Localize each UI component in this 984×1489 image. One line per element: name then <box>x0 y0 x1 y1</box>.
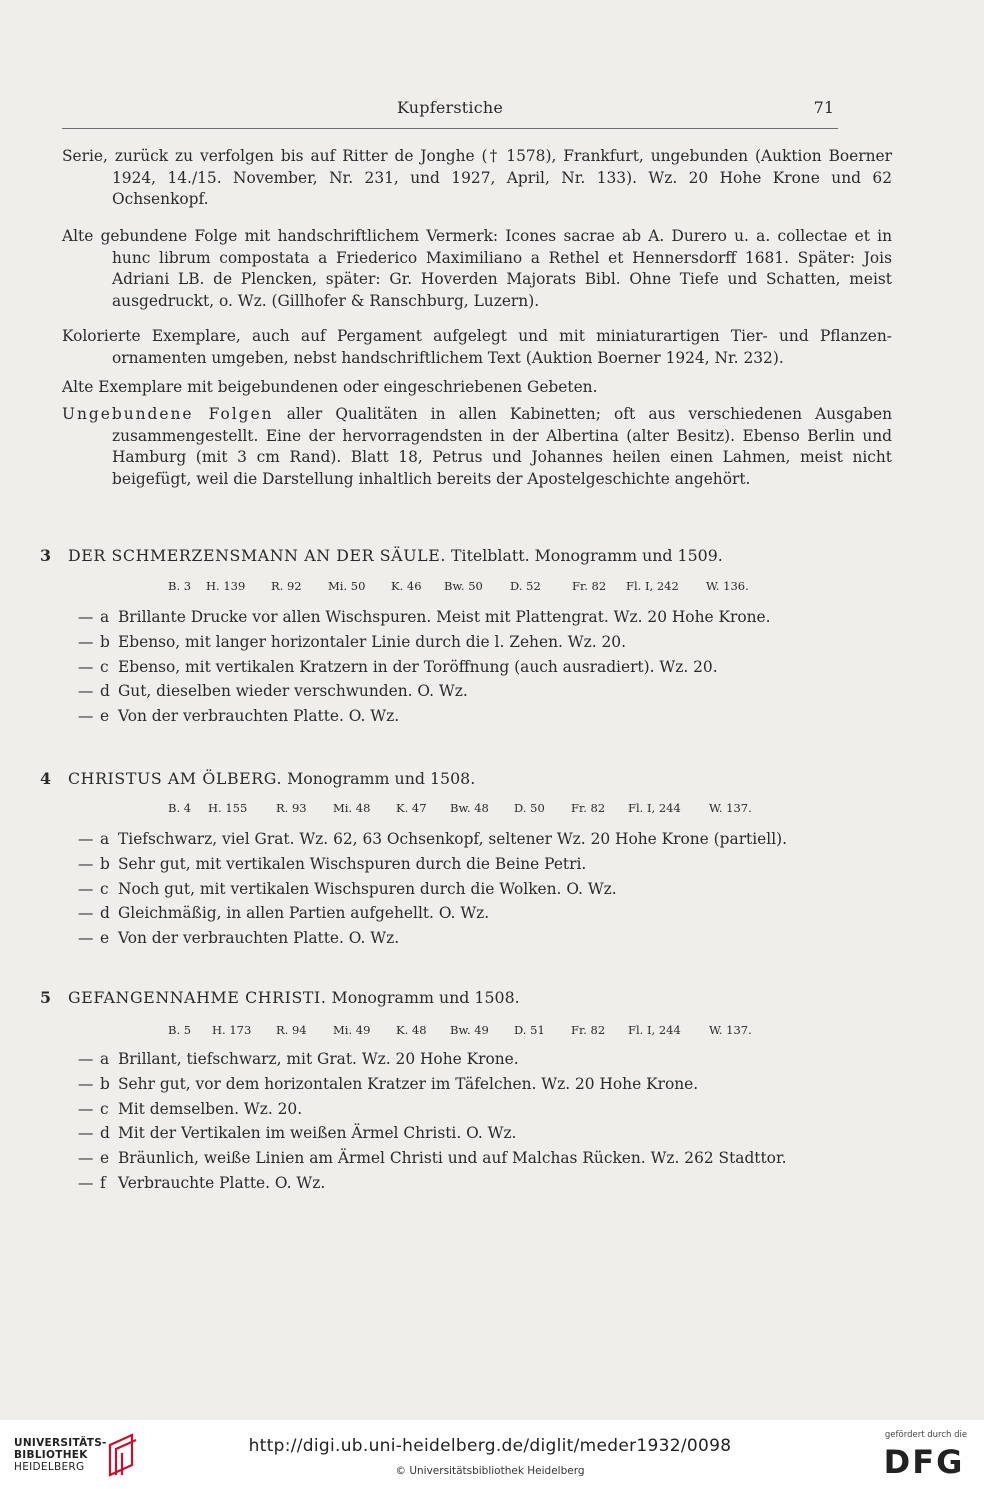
state-list <box>78 827 858 951</box>
ref: Bw. 50 <box>444 579 483 593</box>
paragraph-bound-set: Alte gebundene Folge mit handschriftlichem Vermerk: Icones sacrae ab A. Durero u. a. collectae et in hunc librum compostata a Friederico Maximiliano a Rethel et Hennersdorff 1681. Später: Jois Adriani LB. de Plencken, später: Gr. Hoverden Majorats Bibl. Ohne Tiefe und Schatten, meist ausgedruckt, o. Wz. (Gillhofer & Ranschburg, Luzern). <box>62 227 892 310</box>
page-number: 71 <box>813 98 834 117</box>
entry-title: DER SCHMERZENSMANN AN DER SÄULE. <box>68 546 446 565</box>
library-emblem-icon <box>104 1431 140 1479</box>
ref: Bw. 49 <box>450 1023 489 1037</box>
state-list <box>78 1047 858 1196</box>
ref: B. 4 <box>168 801 192 815</box>
paragraph-old-copies: Alte Exemplare mit beigebundenen oder eingeschriebenen Gebeten. <box>62 378 598 396</box>
state-item: — a Brillante Drucke vor allen Wischspuren. Meist mit Plattengrat. Wz. 20 Hohe Krone. <box>78 608 771 626</box>
ref: D. 50 <box>514 801 545 815</box>
ref: H. 139 <box>206 579 246 593</box>
ref: D. 51 <box>514 1023 545 1037</box>
entry-number: 3 <box>40 546 51 565</box>
ref: W. 136. <box>706 579 749 593</box>
ref: B. 5 <box>168 1023 192 1037</box>
state-item: — c Ebenso, mit vertikalen Kratzern in der Toröffnung (auch ausradiert). Wz. 20. <box>78 657 718 676</box>
state-item: — d Gut, dieselben wieder verschwunden. O. Wz. <box>78 682 468 701</box>
ref: K. 46 <box>391 579 422 593</box>
catalog-entry-heading <box>40 545 830 567</box>
ref: Mi. 49 <box>333 1023 371 1037</box>
entry-title: GEFANGENNAHME CHRISTI. <box>68 988 327 1007</box>
ref: W. 137. <box>709 801 752 815</box>
ref: K. 48 <box>396 1023 427 1037</box>
state-item: — d Mit der Vertikalen im weißen Ärmel Christi. O. Wz. <box>78 1124 517 1143</box>
state-item: — a Brillant, tiefschwarz, mit Grat. Wz. 20 Hohe Krone. <box>78 1050 519 1068</box>
university-library-logo[interactable] <box>14 1431 144 1479</box>
permalink-url[interactable]: http://digi.ub.uni-heidelberg.de/diglit/meder1932/0098 <box>248 1436 732 1456</box>
running-title: Kupferstiche <box>396 98 504 117</box>
page-header <box>62 98 838 129</box>
ref: Fr. 82 <box>571 801 606 815</box>
viewer-footer <box>0 1420 984 1489</box>
paragraph-series: Serie, zurück zu verfolgen bis auf Ritter de Jonghe († 1578), Frankfurt, ungebunden (Auktion Boerner 1924, 14./15. November, Nr. 231, und 1927, April, Nr. 133). Wz. 20 Hohe Krone und 62 Ochsenkopf. <box>62 147 892 208</box>
entry-description: Monogramm und 1508. <box>326 988 520 1007</box>
ref: R. 93 <box>276 801 307 815</box>
entry-number: 5 <box>40 988 51 1007</box>
ref: Fr. 82 <box>572 579 607 593</box>
state-list <box>78 605 858 729</box>
ref: R. 92 <box>271 579 302 593</box>
concordance-references <box>168 798 808 818</box>
concordance-references <box>168 576 808 596</box>
ref: Fr. 82 <box>571 1023 606 1037</box>
ref: H. 173 <box>212 1023 252 1037</box>
library-name-line: UNIVERSITÄTS- <box>14 1437 107 1449</box>
state-item: — f Verbrauchte Platte. O. Wz. <box>78 1173 326 1192</box>
ref: Mi. 50 <box>328 579 366 593</box>
state-item: — b Sehr gut, vor dem horizontalen Kratzer im Täfelchen. Wz. 20 Hohe Krone. <box>78 1074 699 1093</box>
copyright-notice: © Universitätsbibliothek Heidelberg <box>395 1465 585 1477</box>
state-item: — d Gleichmäßig, in allen Partien aufgehellt. O. Wz. <box>78 904 490 923</box>
paragraph-rest: aller Qualitäten in allen Kabinetten; oft aus verschiedenen Ausgaben zusammengestellt. Eine der hervorragendsten in der Albertina (alter Besitz). Ebenso Berlin und Hamburg (mit 3 cm Rand). Blatt 18, Petrus und Johannes heilen einen Lahmen, meist nicht beigefügt, weil die Darstellung inhaltlich bereits der Apostelgeschichte angehört. <box>112 405 892 488</box>
ref: Fl. I, 242 <box>626 579 679 593</box>
ref: W. 137. <box>709 1023 752 1037</box>
state-item: — b Ebenso, mit langer horizontaler Linie durch die l. Zehen. Wz. 20. <box>78 632 626 651</box>
library-name-line: HEIDELBERG <box>14 1461 85 1473</box>
ref: B. 3 <box>168 579 192 593</box>
ref: Fl. I, 244 <box>628 1023 681 1037</box>
ref: Fl. I, 244 <box>628 801 681 815</box>
ref: D. 52 <box>510 579 541 593</box>
dfg-logo[interactable]: DFG <box>883 1443 965 1481</box>
funding-note: gefördert durch die <box>884 1430 968 1440</box>
concordance-references <box>168 1020 808 1040</box>
catalog-entry-heading <box>40 768 830 790</box>
state-item: — c Noch gut, mit vertikalen Wischspuren durch die Wolken. O. Wz. <box>78 879 617 898</box>
entry-description: Titelblatt. Monogramm und 1509. <box>445 546 723 565</box>
ref: H. 155 <box>208 801 248 815</box>
state-item: — a Tiefschwarz, viel Grat. Wz. 62, 63 Ochsenkopf, seltener Wz. 20 Hohe Krone (partiell). <box>78 830 788 848</box>
catalog-entry-heading <box>40 987 830 1009</box>
entry-number: 4 <box>40 769 51 788</box>
state-item: — c Mit demselben. Wz. 20. <box>78 1099 303 1118</box>
ref: Bw. 48 <box>450 801 489 815</box>
state-item: — e Bräunlich, weiße Linien am Ärmel Christi und auf Malchas Rücken. Wz. 262 Stadttor. <box>78 1149 787 1168</box>
paragraph-colored-copies: Kolorierte Exemplare, auch auf Pergament aufgelegt und mit miniaturartigen Tier- und Pflanzen-ornamenten umgeben, nebst handschriftlichem Text (Auktion Boerner 1924, Nr. 232). <box>62 327 892 367</box>
state-item: — b Sehr gut, mit vertikalen Wischspuren durch die Beine Petri. <box>78 854 587 873</box>
library-name-line: BIBLIOTHEK <box>14 1449 88 1461</box>
entry-title: CHRISTUS AM ÖLBERG. <box>68 769 283 788</box>
ref: K. 47 <box>396 801 427 815</box>
emphasis-lead: Ungebundene Folgen <box>62 405 274 423</box>
ref: Mi. 48 <box>333 801 371 815</box>
state-item: — e Von der verbrauchten Platte. O. Wz. <box>78 929 400 948</box>
paragraph-unbound-sets <box>62 404 892 490</box>
state-item: — e Von der verbrauchten Platte. O. Wz. <box>78 707 400 726</box>
ref: R. 94 <box>276 1023 307 1037</box>
entry-description: Monogramm und 1508. <box>282 769 476 788</box>
